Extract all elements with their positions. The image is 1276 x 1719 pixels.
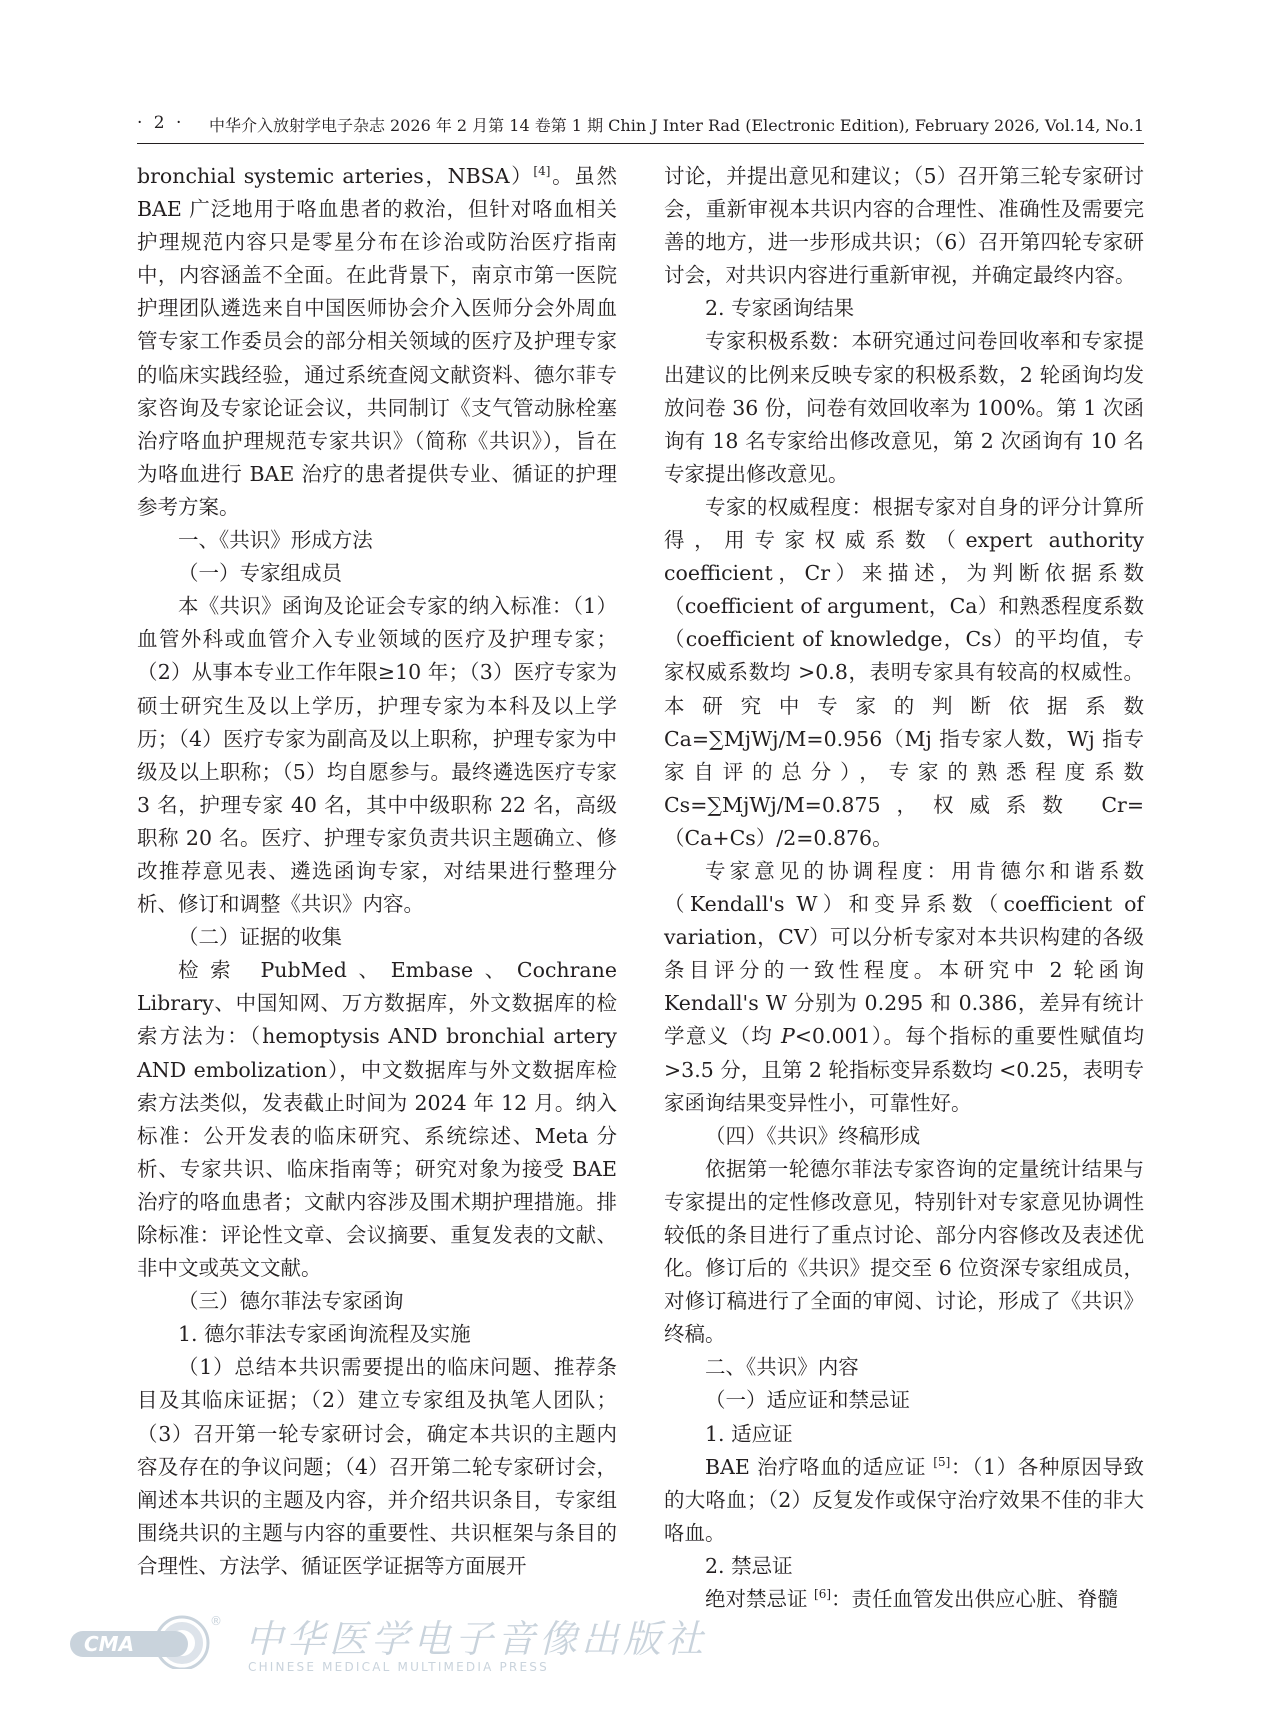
citation-ref[interactable]: [4]	[533, 164, 551, 179]
paragraph: 专家积极系数：本研究通过问卷回收率和专家提出建议的比例来反映专家的积极系数，2 轮函询均发放问卷 36 份，问卷有效回收率为 100%。第 1 次函询有 18 名专家给出修改意见，第 2 次函询有 10 名专家提出修改意见。	[664, 329, 1144, 486]
left-column	[137, 160, 617, 1583]
paragraph: 专家的权威程度：根据专家对自身的评分计算所得，用专家权威系数（expert authority coefficient，Cr）来描述，为判断依据系数（coefficient of argument，Ca）和熟悉程度系数（coefficient of knowledge，Cs）的平均值，专家权威系数均 >0.8，表明专家具有较高的权威性。本研究中专家的判断依据系数 Ca=∑MjWj/M=0.956（Mj 指专家人数，Wj 指专家自评的总分），专家的熟悉程度系数 Cs=∑MjWj/M=0.875，权威系数 Cr=（Ca+Cs）/2=0.876。	[664, 494, 1144, 850]
press-name-en: CHINESE MEDICAL MULTIMEDIA PRESS	[248, 1660, 549, 1674]
paragraph: 检索 PubMed、Embase、Cochrane Library、中国知网、万方数据库，外文数据库的检索方法为：（hemoptysis AND bronchial artery AND embolization），中文数据库与外文数据库检索方法类似，发表截止时间为 2024 年 12 月。纳入标准：公开发表的临床研究、系统综述、Meta 分析、专家共识、临床指南等；研究对象为接受 BAE 治疗的咯血患者；文献内容涉及围术期护理措施。排除标准：评论性文章、会议摘要、重复发表的文献、非中文或英文文献。	[137, 958, 617, 1281]
subsection-heading: （四）《共识》终稿形成	[705, 1123, 921, 1148]
page-header	[137, 113, 1144, 141]
paragraph: 讨论，并提出意见和建议；（5）召开第三轮专家研讨会，重新审视本共识内容的合理性、准确性及需要完善的地方，进一步形成共识；（6）召开第四轮专家研讨会，对共识内容进行重新审视，并确定最终内容。	[664, 164, 1144, 288]
paragraph: 专家意见的协调程度：用肯德尔和谐系数（Kendall's W）和变异系数（coefficient of variation，CV）可以分析专家对本共识构建的各级条目评分的一致性程度。本研究中 2 轮函询 Kendall's W 分别为 0.295 和 0.386，差异有统计学意义（均 P<0.001）。每个指标的重要性赋值均 >3.5 分，且第 2 轮指标变异系数均 <0.25，表明专家函询结果变异性小，可靠性好。	[664, 858, 1144, 1115]
citation-ref[interactable]: [6]	[814, 1587, 832, 1602]
subsection-heading: （二）证据的收集	[178, 925, 342, 950]
paragraph: bronchial systemic arteries，NBSA）[4]。虽然 BAE 广泛地用于咯血患者的救治，但针对咯血相关护理规范内容只是零星分布在诊治或防治医疗指南中，内容涵盖不全面。在此背景下，南京市第一医院护理团队遴选来自中国医师协会介入医师分会外周血管专家工作委员会的部分相关领域的医疗及护理专家的临床实践经验，通过系统查阅文献资料、德尔菲专家咨询及专家论证会议，共同制订《支气管动脉栓塞治疗咯血护理规范专家共识》（简称《共识》），旨在为咯血进行 BAE 治疗的患者提供专业、循证的护理参考方案。	[137, 164, 617, 519]
paragraph: 本《共识》函询及论证会专家的纳入标准：（1）血管外科或血管介入专业领域的医疗及护理专家；（2）从事本专业工作年限≥10 年；（3）医疗专家为硕士研究生及以上学历，护理专家为本科及以上学历；（4）医疗专家为副高及以上职称，护理专家为中级及以上职称；（5）均自愿参与。最终遴选医疗专家 3 名，护理专家 40 名，其中中级职称 22 名，高级职称 20 名。医疗、护理专家负责共识主题确立、修改推荐意见表、遴选函询专家，对结果进行整理分析、修订和调整《共识》内容。	[137, 594, 617, 917]
paragraph: BAE 治疗咯血的适应证 [5]：（1）各种原因导致的大咯血；（2）反复发作或保守治疗效果不佳的非大咯血。	[664, 1454, 1144, 1545]
running-head: 中华介入放射学电子杂志 2026 年 2 月第 14 卷第 1 期 Chin J Inter Rad (Electronic Edition), February 2026, Vol.14, No.1	[208, 116, 1144, 135]
paragraph: 依据第一轮德尔菲法专家咨询的定量统计结果与专家提出的定性修改意见，特别针对专家意见协调性较低的条目进行了重点讨论、部分内容修改及表述优化。修订后的《共识》提交至 6 位资深专家组成员，对修订稿进行了全面的审阅、讨论，形成了《共识》终稿。	[664, 1156, 1144, 1347]
logo-text: CMA	[84, 1632, 135, 1656]
right-column	[664, 160, 1144, 1616]
publisher-footer	[70, 1608, 708, 1688]
subsubsection-heading: 2. 专家函询结果	[705, 296, 855, 321]
subsubsection-heading: 2. 禁忌证	[705, 1553, 793, 1578]
paragraph: （1）总结本共识需要提出的临床问题、推荐条目及其临床证据；（2）建立专家组及执笔人团队；（3）召开第一轮专家研讨会，确定本共识的主题内容及存在的争议问题；（4）召开第二轮专家研讨会，阐述本共识的主题及内容，并介绍共识条目，专家组围绕共识的主题与内容的重要性、共识框架与条目的合理性、方法学、循证医学证据等方面展开	[137, 1355, 617, 1578]
section-heading: 二、《共识》内容	[705, 1355, 859, 1380]
page-number: · 2 ·	[137, 113, 185, 133]
subsubsection-heading: 1. 适应证	[705, 1421, 793, 1446]
cma-logo-icon	[70, 1613, 230, 1669]
header-rule	[137, 143, 1144, 144]
subsection-heading: （一）适应证和禁忌证	[705, 1388, 910, 1413]
press-name-cn: 中华医学电子音像出版社	[245, 1617, 708, 1661]
subsection-heading: （一）专家组成员	[178, 561, 342, 586]
subsubsection-heading: 1. 德尔菲法专家函询流程及实施	[178, 1322, 471, 1347]
citation-ref[interactable]: [5]	[933, 1454, 951, 1469]
registered-mark: ®	[210, 1614, 222, 1628]
section-heading: 一、《共识》形成方法	[178, 528, 373, 553]
p-value-symbol: P	[780, 1024, 795, 1049]
subsection-heading: （三）德尔菲法专家函询	[178, 1289, 404, 1314]
paragraph: 绝对禁忌证 [6]：责任血管发出供应心脏、脊髓	[705, 1587, 1119, 1612]
